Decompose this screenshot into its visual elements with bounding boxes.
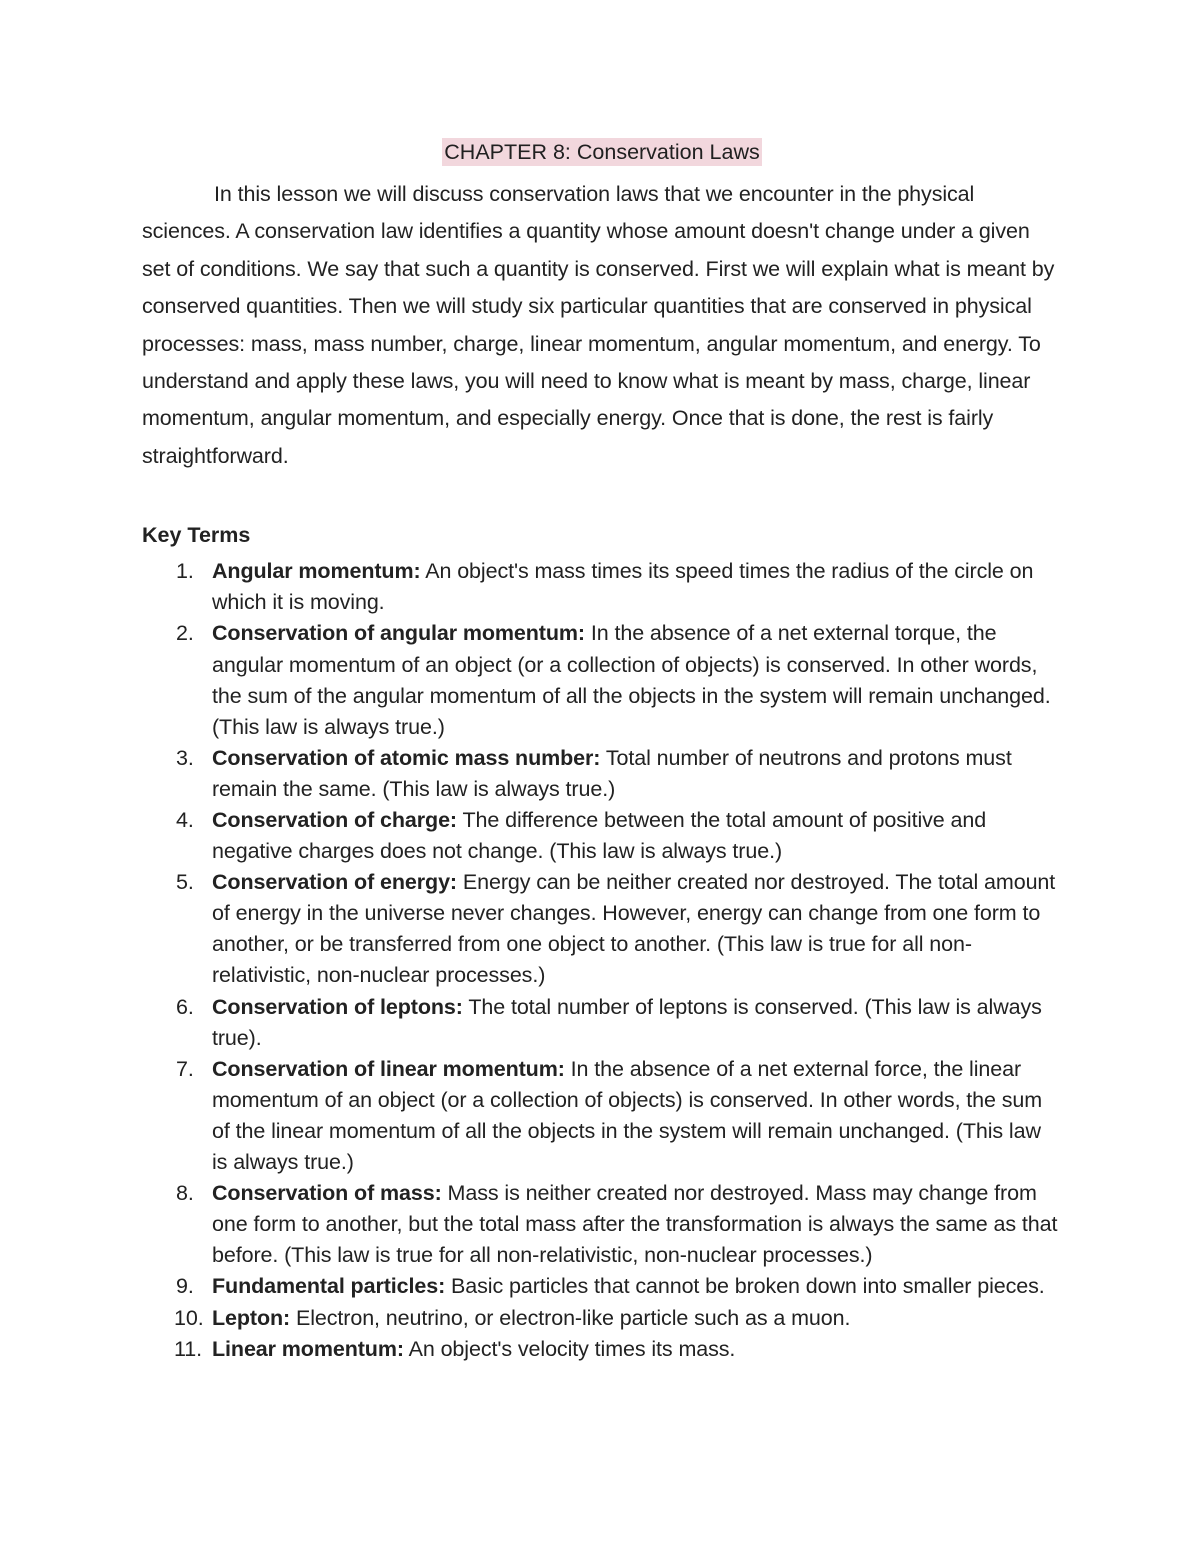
list-item	[142, 1334, 1062, 1365]
list-item	[142, 1054, 1062, 1178]
list-item	[142, 805, 1062, 867]
term-name: Lepton:	[212, 1305, 291, 1330]
term-name: Conservation of linear momentum:	[212, 1056, 565, 1081]
term-definition: The difference between the total amount of positive and negative charges does not change. (This law is always true.)	[212, 808, 987, 864]
term-definition: Mass is neither created nor destroyed. Mass may change from one form to another, but the total mass after the transformation is always the same as that before. (This law is true for all non-relativistic, non-nuclear processes.)	[212, 1181, 1058, 1268]
key-terms-list	[142, 556, 1062, 1364]
list-item	[142, 618, 1062, 742]
list-item-number: 8.	[176, 1181, 194, 1206]
list-item	[142, 556, 1062, 618]
intro-paragraph: In this lesson we will discuss conservation laws that we encounter in the physical sciences. A conservation law identifies a quantity whose amount doesn't change under a given set of conditions. We say that such a quantity is conserved. First we will explain what is meant by conserved quantities. Then we will study six particular quantities that are conserved in physical processes: mass, mass number, charge, linear momentum, angular momentum, and energy. To understand and apply these laws, you will need to know what is meant by mass, charge, linear momentum, angular momentum, and especially energy. Once that is done, the rest is fairly straightforward.	[142, 182, 1055, 468]
chapter-title: CHAPTER 8: Conservation Laws	[444, 140, 760, 164]
list-item-number: 10.	[174, 1305, 204, 1330]
list-item-number: 3.	[176, 745, 194, 770]
key-terms-heading: Key Terms	[142, 523, 251, 548]
term-name: Conservation of energy:	[212, 870, 457, 895]
list-item-number: 9.	[176, 1274, 194, 1299]
term-name: Angular momentum:	[212, 559, 421, 584]
term-definition: Total number of neutrons and protons must remain the same. (This law is always true.)	[212, 745, 1012, 801]
list-item-number: 7.	[176, 1056, 194, 1081]
term-definition: Energy can be neither created nor destroyed. The total amount of energy in the universe never changes. However, energy can change from one form to another, or be transferred from one object to another. (This law is true for all non-relativistic, non-nuclear processes.)	[212, 870, 1056, 988]
term-definition: In the absence of a net external force, the linear momentum of an object (or a collection of objects) is conserved. In other words, the sum of the linear momentum of all the objects in the system will remain unchanged. (This law is always true.)	[212, 1056, 1043, 1175]
term-name: Conservation of charge:	[212, 808, 457, 832]
title-row	[142, 138, 1062, 176]
term-name: Conservation of angular momentum:	[212, 621, 585, 646]
term-definition: An object's velocity times its mass.	[403, 1336, 736, 1361]
term-name: Conservation of atomic mass number:	[212, 745, 601, 770]
term-name: Linear momentum:	[212, 1336, 404, 1361]
term-definition: Electron, neutrino, or electron-like particle such as a muon.	[290, 1305, 851, 1330]
list-item-number: 11.	[174, 1336, 202, 1361]
term-name: Fundamental particles:	[212, 1274, 446, 1299]
list-item	[142, 1271, 1062, 1302]
list-item	[142, 992, 1062, 1054]
term-definition: Basic particles that cannot be broken down into smaller pieces.	[445, 1274, 1045, 1299]
term-definition: The total number of leptons is conserved. (This law is always true).	[212, 994, 1042, 1050]
list-item-number: 5.	[176, 870, 194, 895]
list-item	[142, 1178, 1062, 1271]
term-definition: An object's mass times its speed times the radius of the circle on which it is moving.	[212, 559, 1034, 615]
list-item	[142, 1303, 1062, 1334]
list-item-number: 4.	[176, 808, 194, 832]
list-item	[142, 867, 1062, 991]
term-name: Conservation of mass:	[212, 1181, 442, 1206]
term-name: Conservation of leptons:	[212, 994, 463, 1019]
list-item	[142, 743, 1062, 805]
document-page	[142, 138, 1062, 1365]
term-definition: In the absence of a net external torque, the angular momentum of an object (or a collection of objects) is conserved. In other words, the sum of the angular momentum of all the objects in the system will remain unchanged. (This law is always true.)	[212, 621, 1051, 739]
list-item-number: 2.	[176, 621, 194, 646]
list-item-number: 1.	[176, 559, 194, 584]
list-item-number: 6.	[176, 994, 194, 1019]
